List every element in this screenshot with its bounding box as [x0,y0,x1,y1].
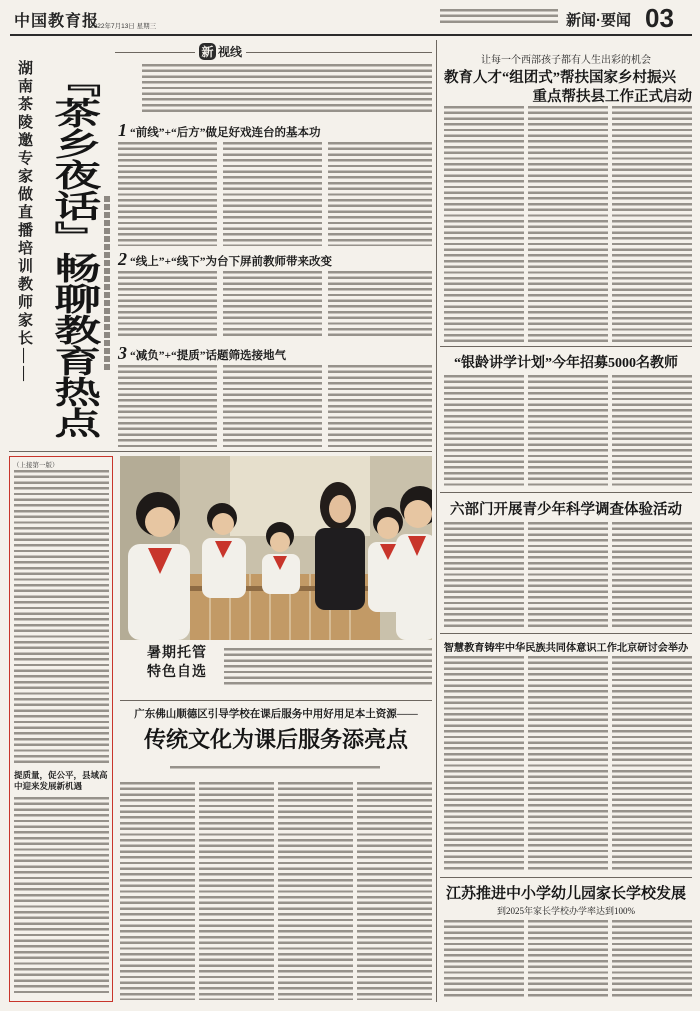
photo-label [138,640,216,686]
body-text-column [612,106,692,342]
body-text-column [118,142,217,246]
body-text-column [528,522,608,628]
lower-article-kicker: 广东佛山顺德区引导学校在课后服务中用好用足本土资源—— [134,709,418,720]
body-text-column [528,106,608,342]
section-heading-text: “减负”+“提质”话题筛选接地气 [130,350,287,362]
photo-label-line: 特色自选 [147,665,207,680]
feature-byline [104,196,110,372]
feature-intro-text [142,64,432,112]
body-text-column [223,142,322,246]
story-rule [440,633,692,634]
body-text-column [118,271,217,339]
body-text-column [14,470,109,766]
section-title: 新闻·要闻 [566,12,631,29]
tag-label: 视线 [218,45,243,59]
section-number: 2 [118,249,127,269]
body-text-column [118,365,217,447]
story-title: 智慧教育铸牢中华民族共同体意识工作北京研讨会举办 [443,643,689,654]
editor-credits [440,9,558,23]
masthead: 中国教育报 [14,13,100,30]
section-heading-3 [118,343,286,364]
jump-label: （上接第一版） [13,462,59,469]
section-heading-1 [118,120,321,141]
body-text-column [14,797,109,995]
body-text-column [328,365,432,447]
body-text-column [528,375,608,487]
body-text-column [328,142,432,246]
lead-subtitle: 让每一个西部孩子都有人生出彩的机会 [481,55,651,66]
continued-subhead: 提质量，促公平，县域高中迎来发展新机遇 [14,770,108,791]
story-title: 江苏推进中小学幼儿园家长学校发展 [445,886,686,902]
story-title: 六部门开展青少年科学调查体验活动 [450,502,682,518]
body-text-column [444,522,524,628]
body-text-column [444,106,524,342]
lead-title-line: 教育人才“组团式”帮扶国家乡村振兴 [444,70,676,86]
section-number: 1 [118,120,127,140]
feature-title: 『茶乡夜话』畅聊教育热点 [47,66,100,438]
body-text-column [223,365,322,447]
photo-caption [224,648,432,688]
feature-tag [195,43,246,60]
section-heading-2 [118,249,332,270]
news-photo [120,456,432,640]
section-heading-text: “前线”+“后方”做足好戏连台的基本功 [130,127,321,139]
story-rule [440,492,692,493]
tag-rule [115,52,432,53]
body-text-column [528,656,608,872]
body-text-column [612,656,692,872]
body-text-column [612,920,692,1000]
lower-article-title: 传统文化为课后服务添亮点 [143,727,408,752]
body-text-column [612,522,692,628]
header-rule [10,34,692,36]
feature-kicker: 湖南茶陵邀专家做直播培训教师家长—— [16,60,32,384]
story-title: “银龄讲学计划”今年招募5000名教师 [454,356,678,371]
body-text-column [223,271,322,339]
classroom-photo [120,456,432,640]
body-text-column [444,920,524,1000]
body-text-column [278,782,353,1000]
body-text-column [444,375,524,487]
tag-char: 新 [199,43,216,60]
column-divider [436,40,437,1002]
story-subtitle: 到2025年家长学校办学率达到100% [497,906,635,916]
body-text-column [612,375,692,487]
section-number: 3 [118,343,127,363]
photo-label-line: 暑期托管 [147,646,207,661]
lead-title-line: 重点帮扶县工作正式启动 [532,89,692,105]
page-number: 03 [645,3,674,33]
body-text-column [528,920,608,1000]
article-rule [120,700,432,701]
child-figure [396,486,432,640]
story-rule [440,877,692,878]
feature-bottom-rule [9,451,432,452]
body-text-column [120,782,195,1000]
body-text-column [357,782,432,1000]
story-rule [440,346,692,347]
body-text-column [328,271,432,339]
body-text-column [199,782,274,1000]
body-text-column [444,656,524,872]
section-heading-text: “线上”+“线下”为台下屏前教师带来改变 [130,256,333,268]
issue-date: 2022年7月13日 星期三 [90,23,157,30]
lower-article-byline [170,766,380,769]
